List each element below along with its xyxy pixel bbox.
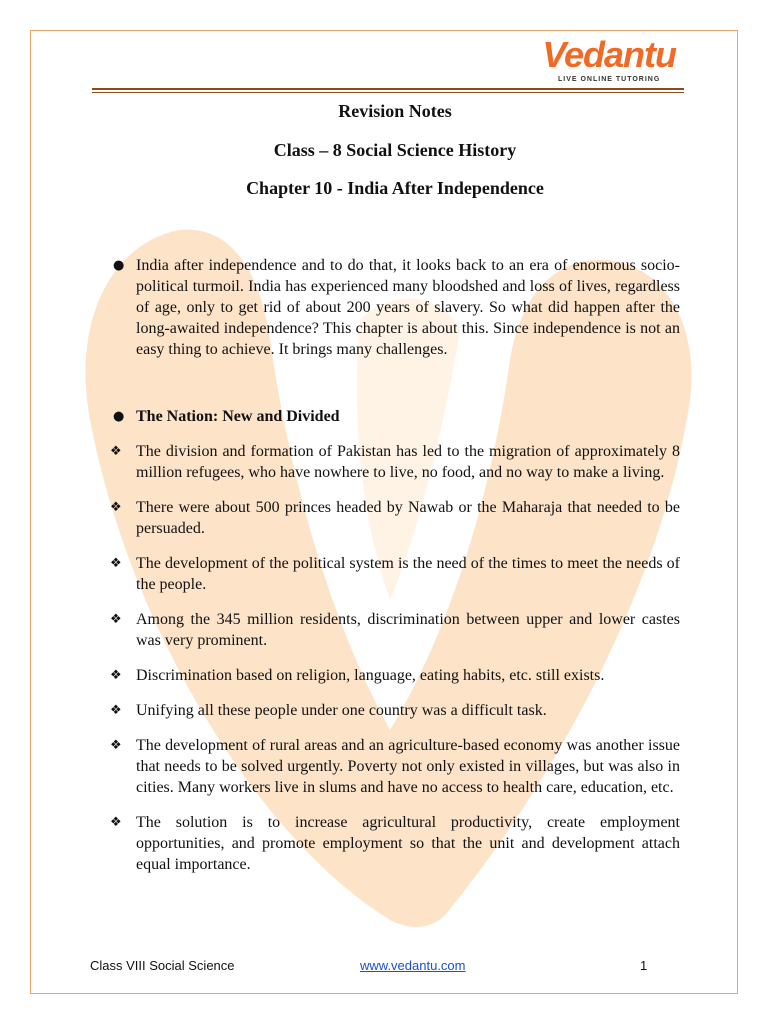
logo-tagline: LIVE ONLINE TUTORING (557, 76, 661, 83)
section-heading-bullet (110, 406, 680, 427)
list-item-text: The development of the political system is the need of the times to meet the needs of the people. (136, 555, 680, 593)
header-rule-thin (92, 92, 684, 93)
diamond-bullet-icon: ❖ (110, 444, 122, 459)
list-item-text: Discrimination based on religion, language, eating habits, etc. still exists. (136, 667, 605, 684)
list-item-text: Unifying all these people under one country was a difficult task. (136, 702, 547, 719)
list-item (110, 553, 680, 595)
list-item (110, 609, 680, 651)
bullet-icon: ● (113, 409, 125, 424)
doc-title: Revision Notes (338, 101, 452, 121)
bullet-icon: ● (113, 258, 125, 273)
list-item-text: Among the 345 million residents, discrimination between upper and lower castes was very prominent. (136, 611, 680, 649)
diamond-bullet-icon: ❖ (110, 556, 122, 571)
intro-bullet (110, 255, 680, 360)
footer-course-label: Class VIII Social Science (90, 958, 235, 973)
list-item-text: The solution is to increase agricultural productivity, create employment opportunities, and promote employment so that the unit and development attach equal importance. (136, 814, 680, 873)
logo-wordmark: Vedantu (542, 34, 676, 75)
document-content (110, 96, 680, 875)
diamond-bullet-icon: ❖ (110, 703, 122, 718)
list-item-text: There were about 500 princes headed by Nawab or the Maharaja that needed to be persuaded. (136, 499, 680, 537)
footer-website-link[interactable]: www.vedantu.com (360, 958, 466, 973)
list-item (110, 700, 680, 721)
page-footer (0, 958, 768, 978)
list-item (110, 441, 680, 483)
header-rule (92, 88, 684, 90)
vedantu-logo (542, 36, 676, 83)
list-item (110, 665, 680, 686)
diamond-bullet-icon: ❖ (110, 500, 122, 515)
list-item (110, 497, 680, 539)
intro-text: India after independence and to do that, it looks back to an era of enormous socio- political turmoil. India has experienced many bloodshed and loss of lives, regardless of age, only to get rid of about 200 years of slavery. So what did happen after the long-awaited independence? This chapter is about this. Since independence is not an easy thing to achieve. It brings many challenges. (136, 257, 680, 358)
list-item (110, 812, 680, 875)
list-item-text: The division and formation of Pakistan has led to the migration of approximately 8 million refugees, who have nowhere to live, no food, and no way to make a living. (136, 443, 680, 481)
diamond-bullet-icon: ❖ (110, 668, 122, 683)
diamond-bullet-icon: ❖ (110, 738, 122, 753)
section-heading: The Nation: New and Divided (136, 408, 340, 425)
list-item (110, 735, 680, 798)
diamond-bullet-icon: ❖ (110, 815, 122, 830)
doc-chapter-title: Chapter 10 - India After Independence (246, 178, 544, 198)
list-item-text: The development of rural areas and an agriculture-based economy was another issue that needs to be solved urgently. Poverty not only existed in villages, but was also in cities. Many workers live in slums and have no access to health care, education, etc. (136, 737, 680, 796)
footer-page-number: 1 (640, 958, 648, 973)
diamond-bullet-icon: ❖ (110, 612, 122, 627)
doc-subtitle-class: Class – 8 Social Science History (273, 140, 517, 160)
